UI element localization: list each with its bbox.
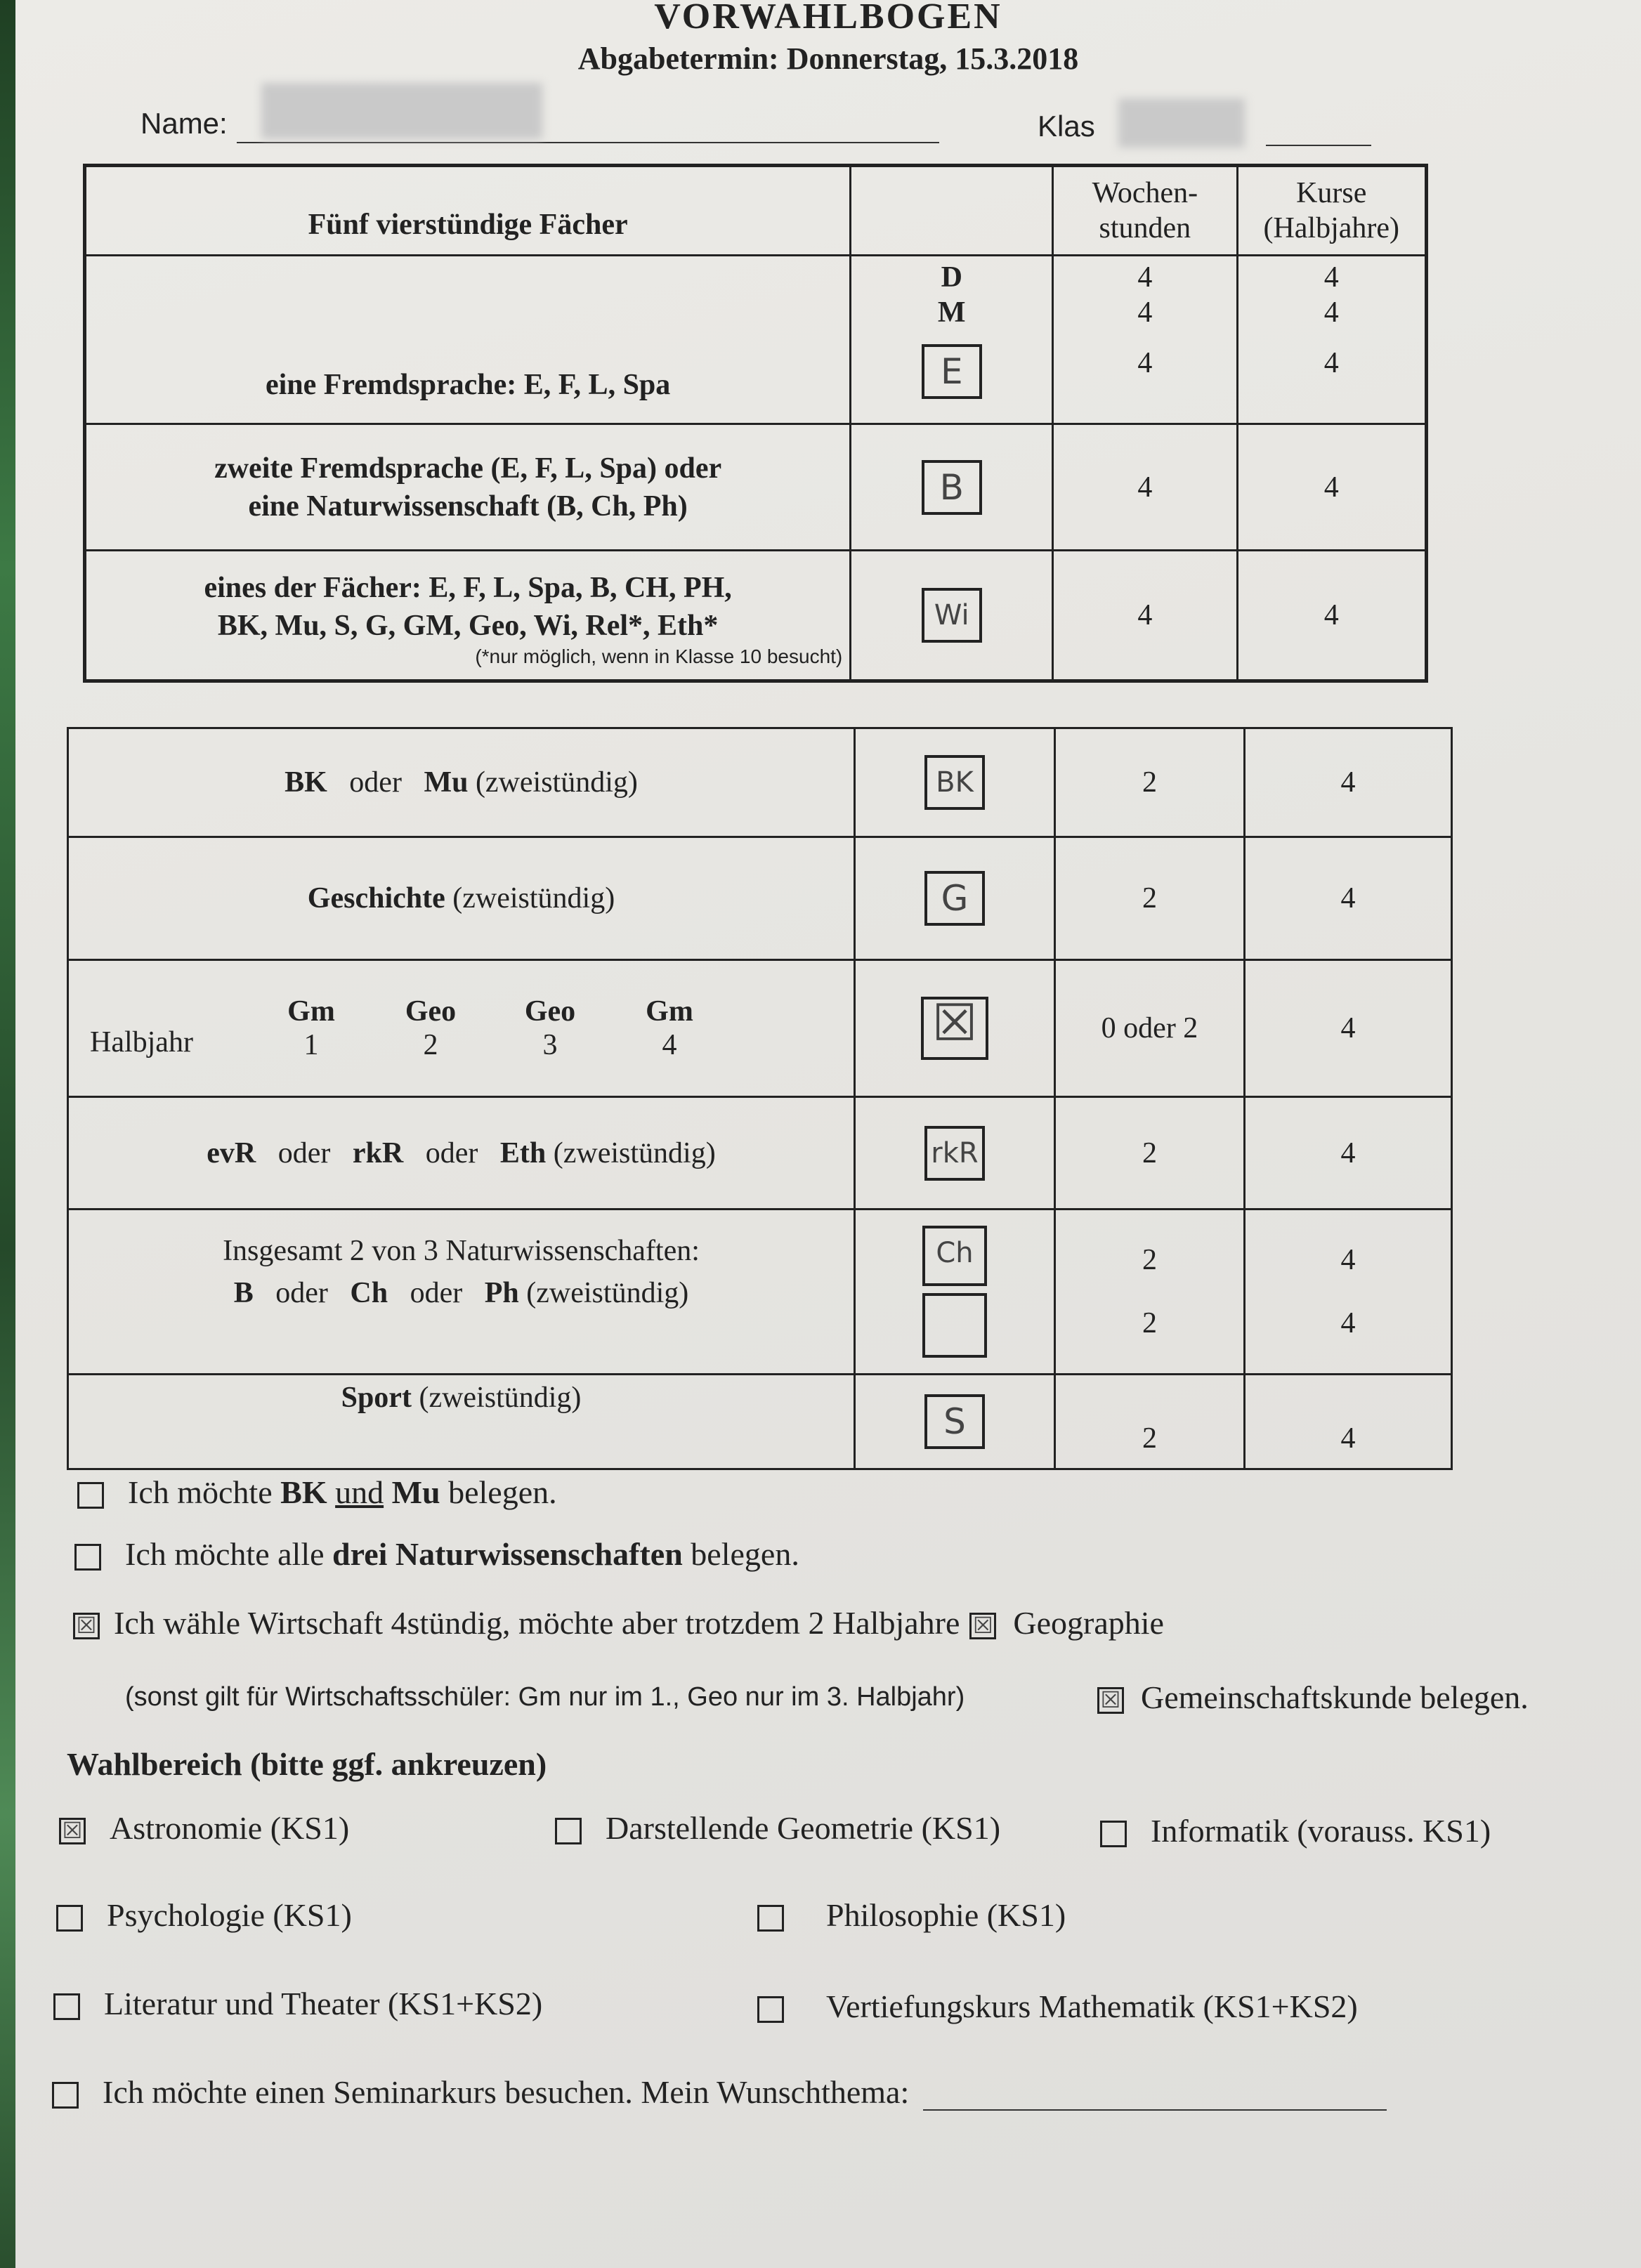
- elective-label: Psychologie (KS1): [107, 1897, 352, 1933]
- form-title: VORWAHLBOGEN: [654, 0, 1002, 37]
- halbjahr-choice-box[interactable]: ☒: [921, 997, 988, 1060]
- checkbox[interactable]: ☒: [59, 1818, 86, 1844]
- religion-courses: 4: [1245, 1097, 1452, 1210]
- sport-choice-cell: [855, 1375, 1055, 1469]
- core-subjects-table: [83, 164, 1428, 683]
- table-row: [68, 837, 1452, 960]
- second-subject-label: [85, 424, 851, 551]
- second-label-line2: eine Naturwissenschaft (B, Ch, Ph): [248, 490, 688, 523]
- table-row: [68, 1375, 1452, 1469]
- language-label: [85, 256, 851, 424]
- second-choice-cell: [851, 424, 1053, 551]
- elective-literatur-theater[interactable]: [53, 1985, 542, 2022]
- second-courses: 4: [1237, 424, 1427, 551]
- dm-hours-cell: [1053, 256, 1237, 424]
- two-hour-text: (zweistündig): [452, 882, 615, 915]
- bk-choice-cell: [855, 728, 1055, 837]
- halbjahr-label: [68, 960, 855, 1097]
- two-hour-text: (zweistündig): [475, 766, 638, 799]
- or-text: oder: [277, 1136, 331, 1169]
- checkbox[interactable]: ☒: [1097, 1687, 1124, 1714]
- hours-m: 4: [1137, 296, 1153, 329]
- courses-d: 4: [1323, 261, 1339, 294]
- evr-text: evR: [207, 1136, 256, 1169]
- checkbox[interactable]: [52, 2082, 79, 2109]
- bk-hours: 2: [1055, 728, 1245, 837]
- sport-text: Sport: [341, 1382, 412, 1414]
- sport-choice-box[interactable]: S: [924, 1394, 985, 1449]
- three-sciences-text: drei Naturwissenschaften: [332, 1536, 683, 1572]
- table-row: [68, 1097, 1452, 1210]
- two-hour-text: (zweistündig): [419, 1382, 582, 1414]
- third-choice-cell: [851, 551, 1053, 681]
- rkr-text: rkR: [352, 1136, 404, 1169]
- term-subject: Geo: [405, 995, 457, 1028]
- biology-text: B: [233, 1277, 254, 1309]
- term-number: 3: [542, 1029, 558, 1061]
- eth-text: Eth: [499, 1136, 547, 1169]
- sport-hours: 2: [1055, 1375, 1245, 1469]
- term-number: 2: [423, 1029, 438, 1061]
- or-text: oder: [425, 1136, 478, 1169]
- header-subjects: Fünf vierstündige Fächer: [85, 166, 851, 256]
- option-text-end: belegen.: [691, 1536, 799, 1572]
- elective-darstellende-geometrie[interactable]: [555, 1809, 1000, 1847]
- seminar-text: Ich möchte einen Seminarkurs besuchen. Mein Wunschthema:: [103, 2074, 910, 2110]
- option-text: Ich möchte: [128, 1474, 273, 1510]
- language-label-text: eine Fremdsprache: E, F, L, Spa: [265, 369, 671, 401]
- or-text: oder: [349, 766, 402, 799]
- wirtschaft-note: (sonst gilt für Wirtschaftsschüler: Gm nur im 1., Geo nur im 3. Halbjahr): [125, 1682, 965, 1712]
- science-hours-1: 2: [1142, 1244, 1157, 1276]
- elective-vertiefungskurs-mathematik[interactable]: [757, 1988, 1358, 2025]
- two-hour-subjects-table: [67, 727, 1453, 1470]
- checkbox[interactable]: [56, 1905, 83, 1932]
- option-text: Gemeinschaftskunde belegen.: [1141, 1679, 1529, 1715]
- table-row: [85, 551, 1427, 681]
- option-bk-mu[interactable]: [77, 1474, 557, 1511]
- term-subject: Geo: [524, 995, 576, 1028]
- science-hours: [1055, 1210, 1245, 1375]
- bk-choice-box[interactable]: BK: [924, 755, 985, 810]
- table-row: [85, 256, 1427, 424]
- checkbox[interactable]: [74, 1544, 101, 1571]
- code-m: M: [937, 296, 966, 329]
- checkbox[interactable]: [757, 1996, 784, 2023]
- elective-informatik[interactable]: [1100, 1812, 1491, 1849]
- and-text: und: [335, 1474, 384, 1510]
- halbjahr-hours: 0 oder 2: [1055, 960, 1245, 1097]
- elective-label: Informatik (vorauss. KS1): [1151, 1813, 1491, 1849]
- option-wirtschaft[interactable]: [73, 1604, 1164, 1641]
- bk-text: BK: [280, 1474, 327, 1510]
- table-header-row: [85, 166, 1427, 256]
- physics-text: Ph: [484, 1277, 519, 1309]
- option-text: Ich möchte alle: [125, 1536, 325, 1572]
- halbjahr-text: Halbjahr: [90, 1026, 193, 1058]
- third-courses: 4: [1237, 551, 1427, 681]
- checkbox[interactable]: ☒: [73, 1613, 100, 1639]
- science-choice-box-1[interactable]: Ch: [922, 1226, 987, 1286]
- two-hour-text: (zweistündig): [526, 1277, 689, 1309]
- courses-m: 4: [1323, 296, 1339, 329]
- third-choice-box[interactable]: Wi: [922, 588, 982, 643]
- dm-courses-cell: [1237, 256, 1427, 424]
- hours-d: 4: [1137, 261, 1153, 294]
- science-choice-cell: [855, 1210, 1055, 1375]
- history-choice-cell: [855, 837, 1055, 960]
- mu-text: Mu: [391, 1474, 440, 1510]
- table-row: [68, 960, 1452, 1097]
- elective-label: Literatur und Theater (KS1+KS2): [104, 1986, 543, 2021]
- third-hours: 4: [1053, 551, 1237, 681]
- option-three-sciences[interactable]: [74, 1535, 799, 1573]
- religion-choice-box[interactable]: rkR: [924, 1126, 985, 1181]
- checkbox[interactable]: [555, 1818, 582, 1844]
- name-label: Name:: [140, 107, 228, 140]
- second-label-line1: zweite Fremdsprache (E, F, L, Spa) oder: [214, 452, 722, 485]
- history-courses: 4: [1245, 837, 1452, 960]
- option-seminarkurs[interactable]: [52, 2073, 1387, 2111]
- term-number: 4: [662, 1029, 677, 1061]
- term-subject: Gm: [287, 995, 335, 1028]
- bk-courses: 4: [1245, 728, 1452, 837]
- science-courses: [1245, 1210, 1452, 1375]
- checkbox[interactable]: [77, 1482, 104, 1509]
- science-hours-2: 2: [1142, 1307, 1157, 1339]
- class-field[interactable]: [1266, 145, 1371, 146]
- second-choice-box[interactable]: B: [922, 460, 982, 515]
- history-choice-box[interactable]: G: [924, 871, 985, 926]
- or-text: oder: [410, 1277, 463, 1309]
- elective-label: Vertiefungskurs Mathematik (KS1+KS2): [826, 1988, 1358, 2024]
- term-number: 1: [303, 1029, 319, 1061]
- header-courses: Kurse (Halbjahre): [1237, 166, 1427, 256]
- science-label: [68, 1210, 855, 1375]
- bk-text: BK: [285, 766, 327, 799]
- checkbox[interactable]: [53, 1993, 80, 2020]
- halbjahr-choice-cell: [855, 960, 1055, 1097]
- option-gemeinschaftskunde[interactable]: [1097, 1679, 1529, 1716]
- code-d: D: [941, 261, 962, 294]
- deadline: Abgabetermin: Donnerstag, 15.3.2018: [577, 41, 1079, 76]
- table-row: [85, 424, 1427, 551]
- third-footnote: (*nur möglich, wenn in Klasse 10 besucht): [475, 645, 843, 667]
- history-label: [68, 837, 855, 960]
- second-hours: 4: [1053, 424, 1237, 551]
- geographie-text: Geographie: [1013, 1605, 1164, 1641]
- chemistry-text: Ch: [350, 1277, 388, 1309]
- wahlbereich-heading: Wahlbereich (bitte ggf. ankreuzen): [67, 1746, 547, 1782]
- hours-language: 4: [1137, 347, 1153, 379]
- dm-choice-cell: [851, 256, 1053, 424]
- religion-hours: 2: [1055, 1097, 1245, 1210]
- header-choice: [851, 166, 1053, 256]
- option-text-end: belegen.: [448, 1474, 557, 1510]
- checkbox[interactable]: [1100, 1821, 1127, 1847]
- term-subject: Gm: [646, 995, 693, 1028]
- wunschthema-field[interactable]: [923, 2109, 1387, 2111]
- science-courses-1: 4: [1340, 1244, 1356, 1276]
- third-label-line2: BK, Mu, S, G, GM, Geo, Wi, Rel*, Eth*: [217, 610, 719, 642]
- elective-psychologie[interactable]: [56, 1896, 352, 1934]
- sport-courses: 4: [1245, 1375, 1452, 1469]
- checkbox-geographie[interactable]: ☒: [969, 1613, 996, 1639]
- redacted-name: [261, 83, 542, 139]
- religion-choice-cell: [855, 1097, 1055, 1210]
- option-text: Ich wähle Wirtschaft 4stündig, möchte aber trotzdem 2 Halbjahre: [114, 1605, 960, 1641]
- header-hours: Wochen-stunden: [1053, 166, 1237, 256]
- elective-label: Philosophie (KS1): [826, 1897, 1066, 1933]
- table-row: [68, 1210, 1452, 1375]
- language-choice-box[interactable]: E: [922, 344, 982, 399]
- checkbox[interactable]: [757, 1905, 784, 1932]
- third-label-line1: eines der Fächer: E, F, L, Spa, B, CH, PH,: [204, 572, 732, 604]
- elective-label: Astronomie (KS1): [110, 1810, 350, 1846]
- class-label: Klas: [1038, 110, 1095, 143]
- halbjahr-courses: 4: [1245, 960, 1452, 1097]
- two-hour-text: (zweistündig): [553, 1136, 716, 1169]
- elective-astronomie[interactable]: [59, 1809, 349, 1847]
- elective-label: Darstellende Geometrie (KS1): [606, 1810, 1001, 1846]
- science-choice-box-2[interactable]: [922, 1293, 987, 1358]
- history-hours: 2: [1055, 837, 1245, 960]
- elective-philosophie[interactable]: [757, 1896, 1066, 1934]
- bk-mu-label: [68, 728, 855, 837]
- name-field[interactable]: [237, 142, 939, 143]
- third-subject-label: [85, 551, 851, 681]
- religion-label: [68, 1097, 855, 1210]
- table-row: [68, 728, 1452, 837]
- mu-text: Mu: [424, 766, 469, 799]
- or-text: oder: [275, 1277, 328, 1309]
- history-text: Geschichte: [307, 882, 445, 915]
- sport-label: [68, 1375, 855, 1469]
- redacted-class: [1118, 98, 1245, 148]
- science-line1: Insgesamt 2 von 3 Naturwissenschaften:: [223, 1235, 700, 1267]
- courses-language: 4: [1323, 347, 1339, 379]
- science-courses-2: 4: [1340, 1307, 1356, 1339]
